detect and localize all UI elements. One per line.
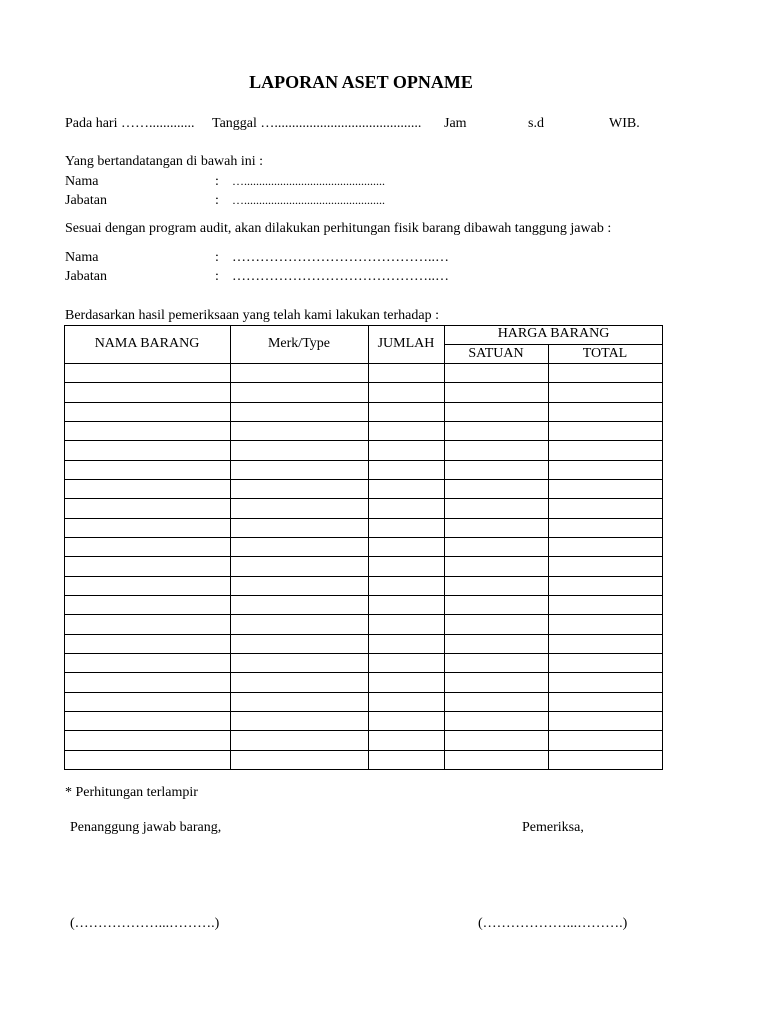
table-row	[64, 595, 663, 596]
calculation-note: * Perhitungan terlampir	[65, 785, 198, 800]
harga-barang-divider	[444, 344, 663, 345]
table-row	[64, 382, 663, 383]
result-statement: Berdasarkan hasil pemeriksaan yang telah kami lakukan terhadap :	[65, 308, 439, 323]
responsible-jabatan-colon: :	[215, 269, 219, 284]
header-satuan: SATUAN	[468, 346, 524, 361]
table-row	[64, 440, 663, 441]
table-row	[64, 537, 663, 538]
table-row	[64, 711, 663, 712]
table-row	[64, 402, 663, 403]
col-divider-total	[548, 344, 549, 770]
signature-right-name: (………………...……….)	[478, 916, 628, 931]
col-divider-jumlah	[368, 325, 369, 770]
signature-left-name: (………………...……….)	[70, 916, 220, 931]
signer-nama-label: Nama	[65, 174, 99, 189]
table-row	[64, 672, 663, 673]
signer-intro: Yang bertandatangan di bawah ini :	[65, 154, 264, 169]
signer-jabatan-colon: :	[215, 193, 219, 208]
table-row	[64, 653, 663, 654]
responsible-nama-colon: :	[215, 250, 219, 265]
table-row	[64, 460, 663, 461]
jam-label: Jam	[444, 116, 467, 131]
table-row	[64, 614, 663, 615]
header-merk-type: Merk/Type	[267, 336, 330, 351]
col-divider-harga	[444, 325, 445, 770]
signer-jabatan-label: Jabatan	[65, 193, 107, 208]
table-border-right	[662, 325, 663, 770]
signature-right-title: Pemeriksa,	[522, 820, 584, 835]
col-divider-merk	[230, 325, 231, 770]
table-row	[64, 498, 663, 499]
header-jumlah: JUMLAH	[377, 336, 435, 351]
header-total: TOTAL	[582, 346, 628, 361]
table-row	[64, 750, 663, 751]
signer-jabatan-value: …...............................................	[232, 193, 385, 207]
signature-left-title: Penanggung jawab barang,	[70, 820, 222, 835]
table-row	[64, 692, 663, 693]
table-row	[64, 479, 663, 480]
responsible-nama-label: Nama	[65, 250, 99, 265]
asset-table	[64, 325, 663, 770]
table-row	[64, 634, 663, 635]
sd-label: s.d	[528, 116, 544, 131]
signer-nama-value: …...............................................	[232, 174, 385, 188]
table-row	[64, 769, 663, 770]
header-bottom-line	[64, 363, 663, 364]
table-row	[64, 518, 663, 519]
table-row	[64, 576, 663, 577]
table-row	[64, 556, 663, 557]
tanggal-field: Tanggal …..........................................	[212, 116, 422, 131]
table-border-left	[64, 325, 65, 770]
pada-hari-field: Pada hari …….............	[65, 116, 195, 131]
header-nama-barang: NAMA BARANG	[94, 336, 200, 351]
header-harga-barang: HARGA BARANG	[497, 326, 610, 341]
responsible-nama-value: ……………………………………..…	[232, 250, 449, 265]
table-row	[64, 730, 663, 731]
responsible-jabatan-label: Jabatan	[65, 269, 107, 284]
signer-nama-colon: :	[215, 174, 219, 189]
audit-statement: Sesuai dengan program audit, akan dilakukan perhitungan fisik barang dibawah tanggung jawab :	[65, 221, 612, 236]
responsible-jabatan-value: ……………………………………..…	[232, 269, 449, 284]
page-title: LAPORAN ASET OPNAME	[249, 72, 473, 92]
table-row	[64, 421, 663, 422]
wib-label: WIB.	[609, 116, 640, 131]
